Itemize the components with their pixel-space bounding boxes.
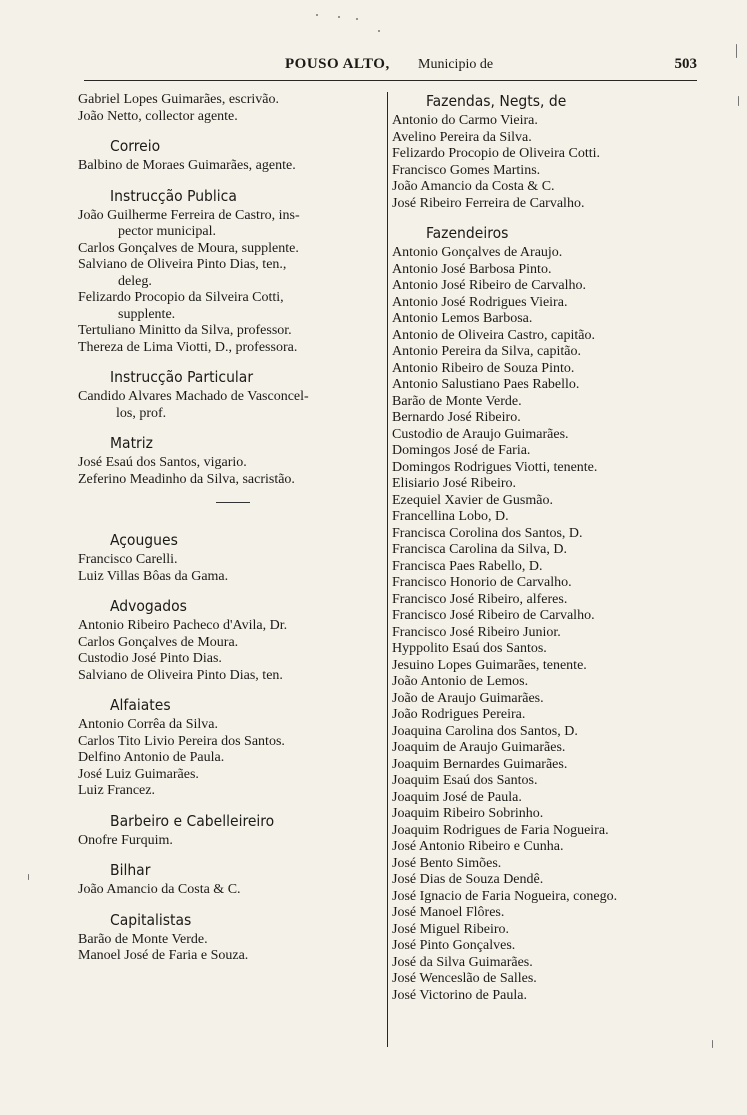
entry-line: Joaquim Ribeiro Sobrinho. [392,806,544,821]
entry-line: João de Araujo Guimarães. [392,690,544,706]
section-heading-instruccao-particular: Instrucção Particular [110,368,254,386]
entry-line: Joaquim Bernardes Guimarães. [392,756,568,772]
entry-line: José Ribeiro Ferreira de Carvalho. [392,195,585,211]
entry-line: Tertuliano Minitto da Silva, professor. [78,323,292,338]
section-heading-acougues: Açougues [110,531,178,549]
entry-line: Barão de Monte Verde. [78,931,208,947]
entry-line: João Rodrigues Pereira. [392,707,526,722]
entry-line: los, prof. [116,405,167,421]
entry-line: João Antonio de Lemos. [392,674,529,689]
entry-line: José Dias de Souza Dendê. [392,872,544,887]
entry-line: supplente. [118,306,176,322]
entry-line: Felizardo Procopio de Oliveira Cotti. [392,146,601,161]
entry-line: Luiz Villas Bôas da Gama. [78,568,229,584]
entry-line: Antonio Ribeiro de Souza Pinto. [392,360,575,376]
entry-line: Antonio Corrêa da Silva. [78,717,218,732]
entry-line: José Wenceslão de Salles. [392,971,537,986]
section-heading-bilhar: Bilhar [110,861,151,879]
right-column [392,92,697,1004]
entry-line: Domingos Rodrigues Viotti, tenente. [392,459,598,475]
entry-line: Francisco José Ribeiro Junior. [392,624,561,640]
entry-line: Antonio Gonçalves de Araujo. [392,245,563,260]
entry-line: João Netto, collector agente. [78,108,238,124]
section-heading-correio: Correio [110,137,161,155]
entry-line: Joaquina Carolina dos Santos, D. [392,723,578,739]
entry-line: Antonio José Rodrigues Vieira. [392,294,568,310]
header-title: POUSO ALTO, [285,56,390,72]
entry-line: Avelino Pereira da Silva. [392,129,532,145]
section-heading-instruccao-publica: Instrucção Publica [110,186,237,205]
fazendeiros-list [392,245,697,1004]
entry-line: José Miguel Ribeiro. [392,921,510,937]
entry-line: Custodio José Pinto Dias. [78,651,222,666]
entry-line: Antonio Lemos Barbosa. [392,311,533,326]
section-heading-capitalistas: Capitalistas [110,910,192,929]
entry-line: Francisco José Ribeiro, alferes. [392,591,568,607]
section-heading-fazendas: Fazendas, Negts, de [426,92,567,110]
entry-line: Francisco Gomes Martins. [392,162,541,178]
entry-line: José Esaú dos Santos, vigario. [78,455,247,470]
entry-line: Francellina Lobo, D. [392,509,509,524]
entry-line: pector municipal. [118,224,216,239]
entry-line: Joaquim Rodrigues de Faria Nogueira. [392,822,609,838]
entry-line: Antonio Ribeiro Pacheco d'Avila, Dr. [78,618,288,633]
entry-line: Hyppolito Esaú dos Santos. [392,641,547,656]
entry-line: José Manoel Flôres. [392,905,505,920]
page-number: 503 [674,56,697,72]
page-header [90,56,697,78]
entry-line: Zeferino Meadinho da Silva, sacristão. [78,471,295,487]
entry-line: Manoel José de Faria e Souza. [78,948,249,963]
entry-line: Antonio de Oliveira Castro, capitão. [392,327,595,343]
entry-line: Luiz Francez. [78,783,155,798]
entry-line: Candido Alvares Machado de Vasconcel- [78,389,309,404]
entry-line: Joaquim Esaú dos Santos. [392,773,538,788]
section-divider [216,502,250,503]
section-heading-advogados: Advogados [110,597,187,615]
section-heading-barbeiro: Barbeiro e Cabelleireiro [110,811,275,830]
entry-line: João Guilherme Ferreira de Castro, ins- [78,207,300,223]
entry-line: Gabriel Lopes Guimarães, escrivão. [78,92,279,107]
entry-line: Thereza de Lima Viotti, D., professora. [78,339,298,355]
entry-line: Joaquim José de Paula. [392,789,522,805]
entry-line: Carlos Gonçalves de Moura, supplente. [78,240,299,256]
header-rule [84,80,697,81]
entry-line: Carlos Tito Livio Pereira dos Santos. [78,733,285,749]
entry-line: Custodio de Araujo Guimarães. [392,426,569,442]
entry-line: José Ignacio de Faria Nogueira, conego. [392,888,618,904]
entry-line: Bernardo José Ribeiro. [392,410,521,425]
entry-line: Carlos Gonçalves de Moura. [78,634,239,650]
entry-line: Antonio Salustiano Paes Rabello. [392,377,580,392]
entry-line: Salviano de Oliveira Pinto Dias, ten., [78,257,287,272]
entry-line: Francisco José Ribeiro de Carvalho. [392,608,595,623]
entry-line: Francisca Carolina da Silva, D. [392,542,567,557]
entry-line: deleg. [118,273,152,289]
entry-line: Felizardo Procopio da Silveira Cotti, [78,290,284,305]
entry-line: Francisca Paes Rabello, D. [392,558,543,574]
entry-line: Antonio do Carmo Vieira. [392,113,538,128]
entry-line: José Luiz Guimarães. [78,766,199,782]
entry-line: João Amancio da Costa & C. [392,179,555,194]
entry-line: Barão de Monte Verde. [392,393,522,409]
left-column [78,92,384,965]
section-heading-fazendeiros: Fazendeiros [426,224,509,242]
fazendas-list [392,113,697,212]
section-heading-alfaiates: Alfaiates [110,696,171,714]
entry-line: Delfino Antonio de Paula. [78,750,225,765]
entry-line: Antonio Pereira da Silva, capitão. [392,344,581,359]
entry-line: Salviano de Oliveira Pinto Dias, ten. [78,667,283,683]
entry-line: Antonio José Ribeiro de Carvalho. [392,278,587,293]
entry-line: Ezequiel Xavier de Gusmão. [392,492,553,508]
entry-line: José Antonio Ribeiro e Cunha. [392,839,564,854]
header-subtitle: Municipio de [418,57,494,72]
entry-line: Domingos José de Faria. [392,443,531,458]
entry-line: Francisco Honorio de Carvalho. [392,575,572,590]
entry-line: José Bento Simões. [392,855,502,871]
entry-line: Francisco Carelli. [78,552,178,567]
entry-line: Jesuino Lopes Guimarães, tenente. [392,657,587,673]
entry-line: Joaquim de Araujo Guimarães. [392,740,566,755]
entry-line: José da Silva Guimarães. [392,954,533,970]
entry-line: João Amancio da Costa & C. [78,882,241,897]
entry-line: José Victorino de Paula. [392,987,527,1003]
entry-line: Onofre Furquim. [78,832,173,848]
entry-line: Elisiario José Ribeiro. [392,476,517,491]
column-divider [387,92,388,1047]
section-heading-matriz: Matriz [110,434,153,452]
entry-line: Antonio José Barbosa Pinto. [392,261,552,277]
entry-line: Francisca Corolina dos Santos, D. [392,525,583,541]
entry-line: José Pinto Gonçalves. [392,938,516,953]
entry-line: Balbino de Moraes Guimarães, agente. [78,158,296,173]
